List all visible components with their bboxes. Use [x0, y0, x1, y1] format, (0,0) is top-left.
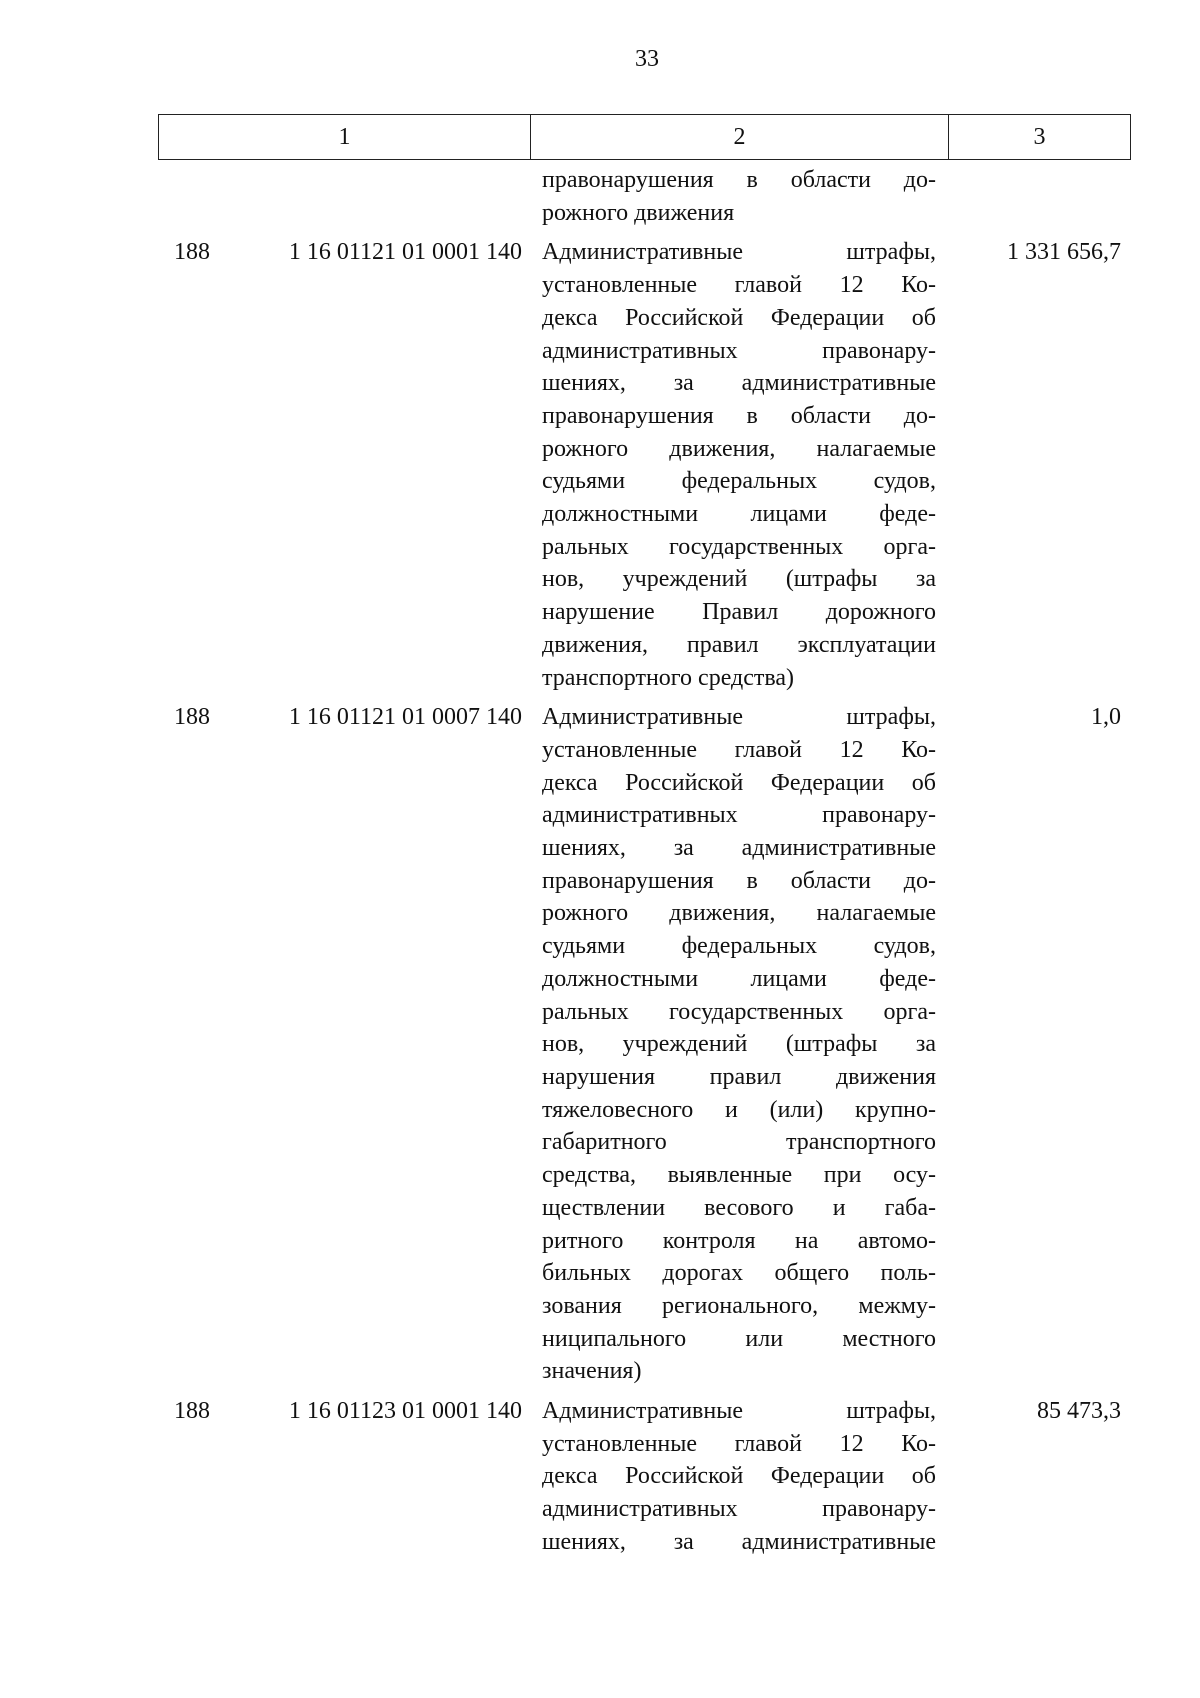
name-line: нарушение Правил дорожного [542, 599, 936, 626]
kbk-code: 1 16 01123 01 0001 140 [288, 1398, 522, 1425]
name-line: Административные штрафы, [542, 239, 936, 266]
name-line: зования регионального, межму- [542, 1292, 936, 1319]
name-line: транспортного средства) [542, 664, 795, 691]
table-header [158, 114, 1131, 160]
name-line: шениях, за административные [542, 370, 936, 397]
name-line: ществлении весового и габа- [542, 1194, 936, 1221]
name-line: движения, правил эксплуатации [542, 631, 936, 658]
name-line: Административные штрафы, [542, 704, 936, 731]
kbk-code: 1 16 01121 01 0001 140 [288, 239, 522, 266]
name-cell [530, 236, 948, 694]
name-line: должностными лицами феде- [542, 965, 936, 992]
admin-code: 188 [174, 239, 210, 266]
name-line: декса Российской Федерации об [542, 304, 936, 331]
table-body [158, 236, 1131, 1558]
name-line: шениях, за административные [542, 1528, 936, 1555]
name-line: рожного движения, налагаемые [542, 900, 936, 927]
column-header-2: 2 [531, 115, 949, 159]
amount-cell: 1,0 [1091, 704, 1121, 731]
name-line: ниципального или местного [542, 1325, 936, 1352]
name-line: рожного движения, налагаемые [542, 435, 936, 462]
code-cell [158, 236, 530, 694]
budget-table [158, 114, 1131, 1559]
name-line: административных правонару- [542, 802, 936, 829]
name-line: Административные штрафы, [542, 1398, 936, 1425]
name-line: должностными лицами феде- [542, 501, 936, 528]
column-header-1: 1 [159, 115, 531, 159]
name-line: установленные главой 12 Ко- [542, 1430, 936, 1457]
name-line: установленные главой 12 Ко- [542, 736, 936, 763]
table-row [158, 236, 1131, 694]
name-cell [530, 701, 948, 1388]
name-line: правонарушения в области до- [542, 867, 936, 894]
amount-cell: 85 473,3 [1037, 1398, 1121, 1425]
table-row [158, 1395, 1131, 1559]
name-line: судьями федеральных судов, [542, 933, 936, 960]
name-line: декса Российской Федерации об [542, 1463, 936, 1490]
amount-cell [948, 164, 1131, 229]
name-line: нарушения правил движения [542, 1063, 936, 1090]
code-cell [158, 701, 530, 1388]
code-cell [158, 164, 530, 229]
table-row [158, 701, 1131, 1388]
amount-cell: 1 331 656,7 [1007, 239, 1121, 266]
admin-code: 188 [174, 704, 210, 731]
name-line: тяжеловесного и (или) крупно- [542, 1096, 936, 1123]
name-cell [530, 164, 948, 229]
name-line: ральных государственных орга- [542, 533, 936, 560]
name-line: правонарушения в области до- [542, 167, 936, 193]
name-line: судьями федеральных судов, [542, 468, 936, 495]
name-line: бильных дорогах общего поль- [542, 1260, 936, 1287]
code-cell [158, 1395, 530, 1559]
admin-code: 188 [174, 1398, 210, 1425]
page-number: 33 [635, 46, 659, 72]
name-line: установленные главой 12 Ко- [542, 272, 936, 299]
name-line: административных правонару- [542, 337, 936, 364]
name-line: нов, учреждений (штрафы за [542, 1031, 936, 1058]
name-line: рожного движения [542, 199, 735, 226]
name-line: ритного контроля на автомо- [542, 1227, 936, 1254]
name-line: средства, выявленные при осу- [542, 1162, 936, 1189]
name-line: ральных государственных орга- [542, 998, 936, 1025]
name-line: значения) [542, 1358, 642, 1385]
name-cell [530, 1395, 948, 1559]
table-row-continuation [158, 160, 1131, 229]
name-line: правонарушения в области до- [542, 402, 936, 429]
name-line: нов, учреждений (штрафы за [542, 566, 936, 593]
name-line: габаритного транспортного [542, 1129, 936, 1156]
kbk-code: 1 16 01121 01 0007 140 [288, 704, 522, 731]
name-line: шениях, за административные [542, 835, 936, 862]
name-line: декса Российской Федерации об [542, 769, 936, 796]
column-header-3: 3 [1033, 124, 1046, 150]
name-line: административных правонару- [542, 1496, 936, 1523]
